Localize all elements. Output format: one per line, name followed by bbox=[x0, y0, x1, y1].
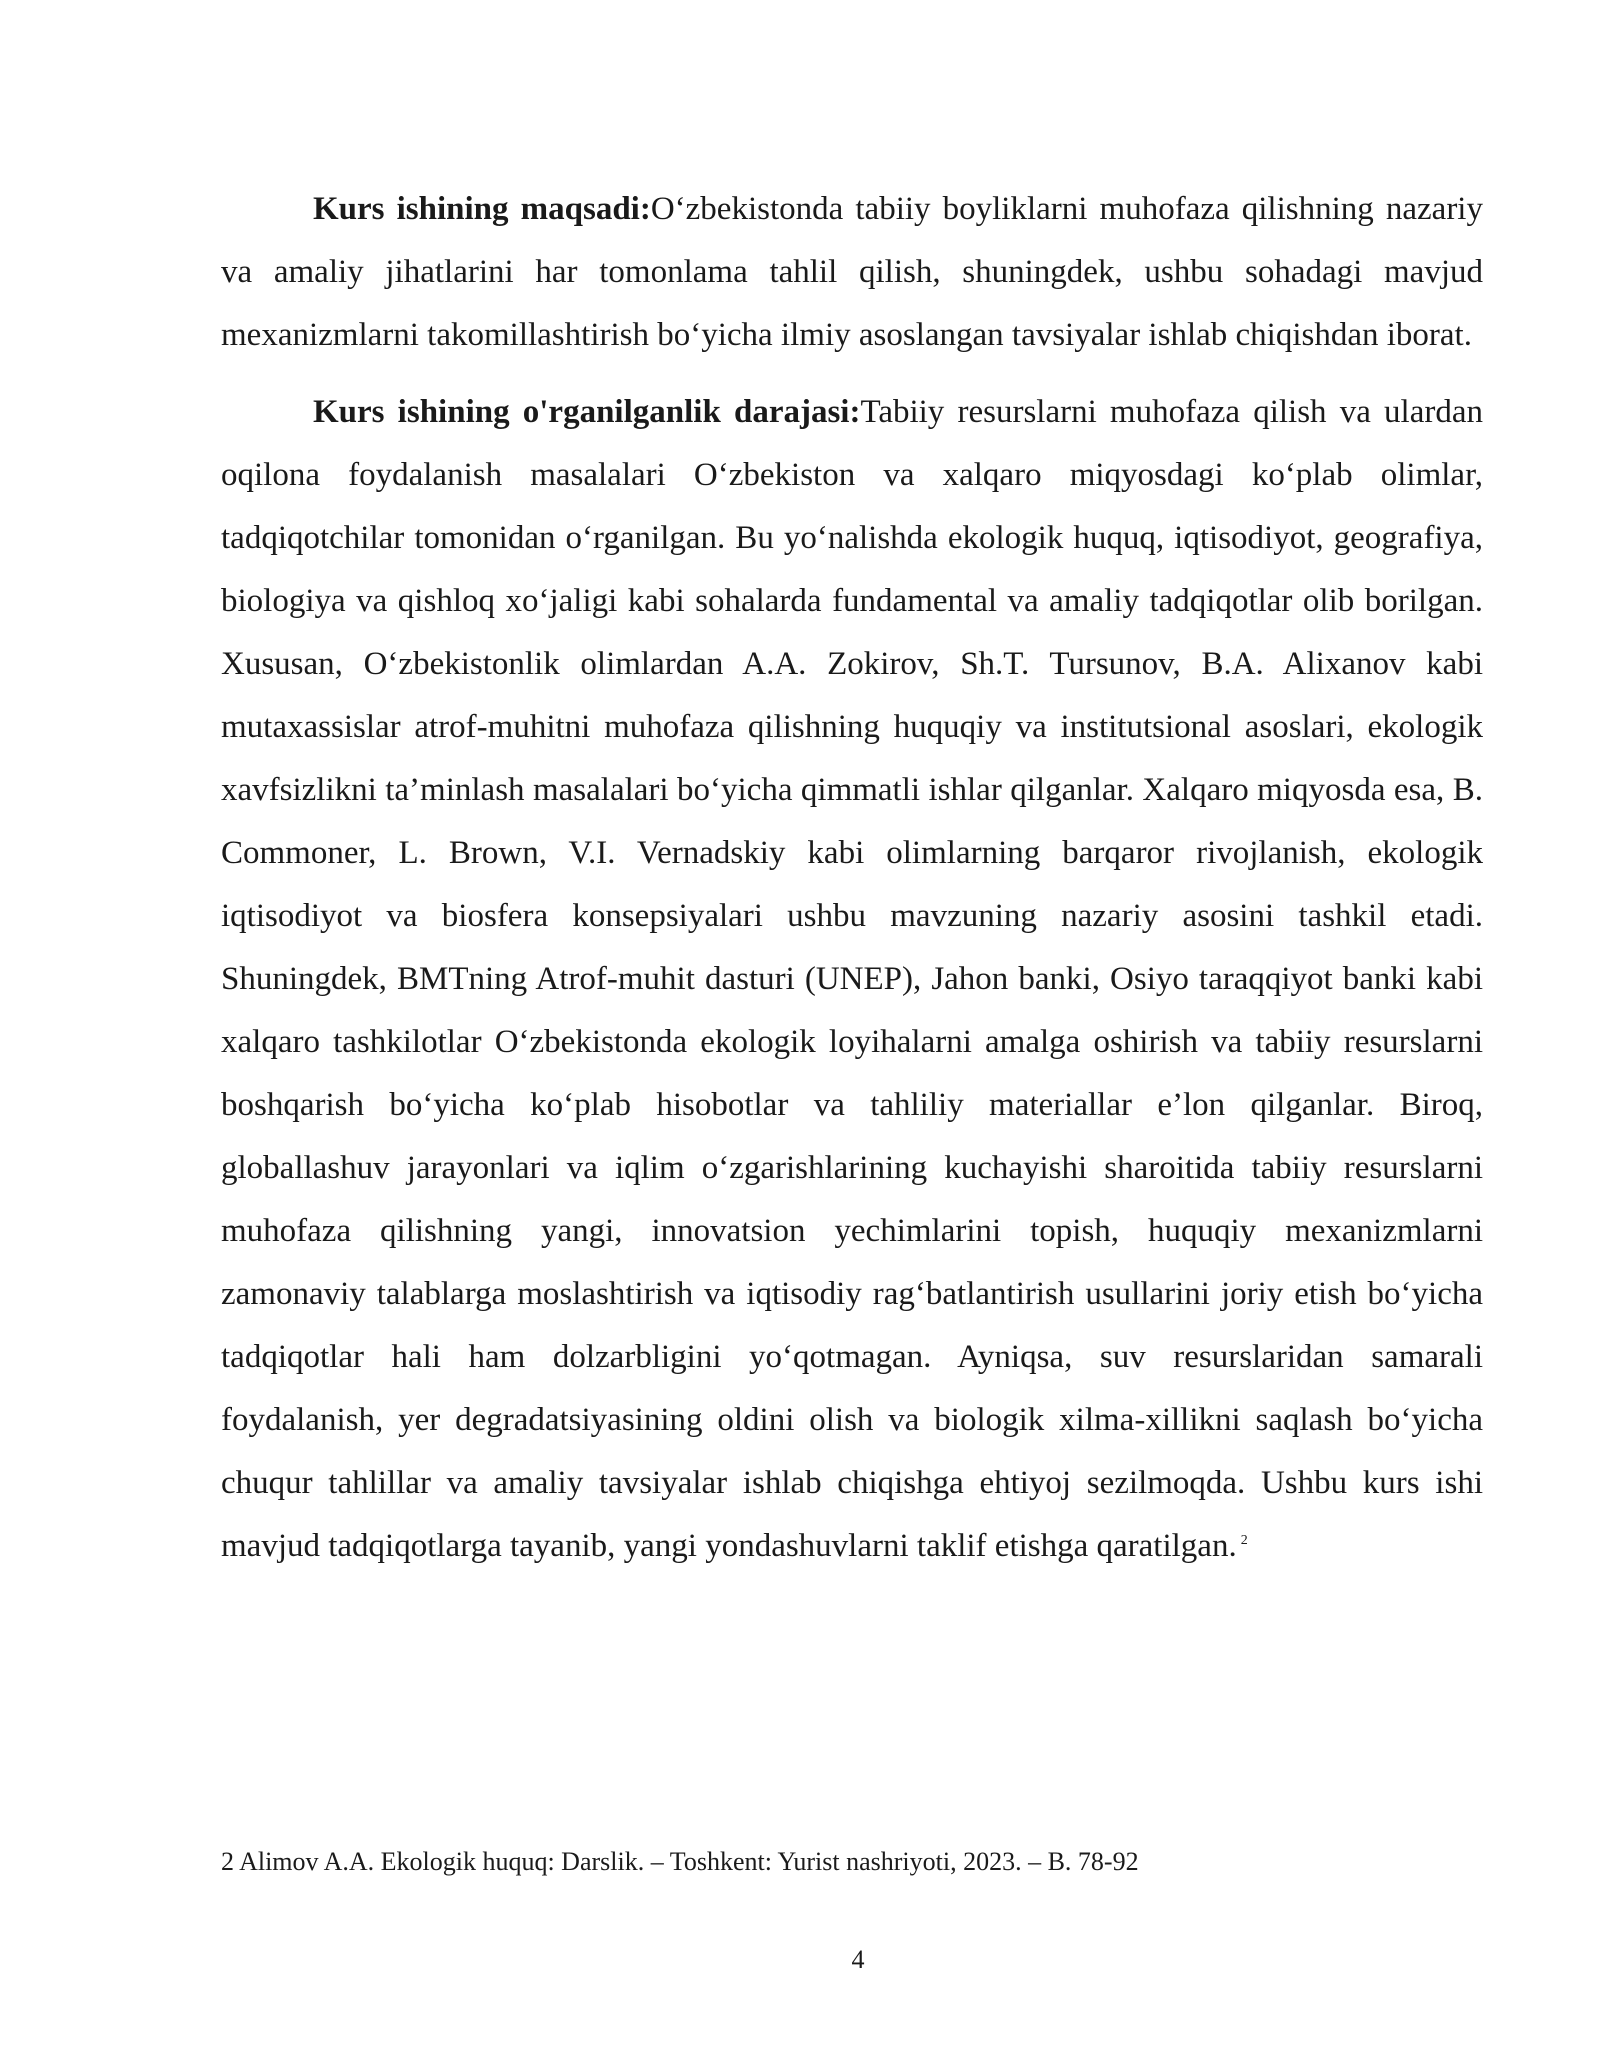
paragraph-study-level bbox=[221, 381, 1483, 1578]
paragraph-text: O‘zbekistonda tabiiy boyliklarni muhofaza qilishning nazariy va amaliy jihatlarini har tomonlama tahlil qilish, shuningdek, ushbu sohadagi mavjud mexanizmlarni takomillashtirish bo‘yicha ilmiy asoslangan tavsiyalar ishlab chiqishdan iborat. bbox=[221, 191, 1483, 353]
body-text bbox=[221, 178, 1483, 1578]
paragraph-lead: Kurs ishining o'rganilganlik darajasi: bbox=[313, 394, 861, 430]
paragraph-goal bbox=[221, 178, 1483, 367]
footnote-reference[interactable]: 2 bbox=[1240, 1533, 1248, 1548]
paragraph-lead: Kurs ishining maqsadi: bbox=[313, 191, 651, 227]
footnote: 2 Alimov A.A. Ekologik huquq: Darslik. – Toshkent: Yurist nashriyoti, 2023. – B. 78-92 bbox=[221, 1847, 1139, 1876]
page-number: 4 bbox=[851, 1945, 865, 1974]
paragraph-text: Tabiiy resurslarni muhofaza qilish va ulardan oqilona foydalanish masalalari O‘zbekiston va xalqaro miqyosdagi ko‘plab olimlar, tadqiqotchilar tomonidan o‘rganilgan. Bu yo‘nalishda ekologik huquq, iqtisodiyot, geografiya, biologiya va qishloq xo‘jaligi kabi sohalarda fundamental va amaliy tadqiqotlar olib borilgan. Xususan, O‘zbekistonlik olimlardan A.A. Zokirov, Sh.T. Tursunov, B.A. Alixanov kabi mutaxassislar atrof-muhitni muhofaza qilishning huquqiy va institutsional asoslari, ekologik xavfsizlikni ta’minlash masalalari bo‘yicha qimmatli ishlar qilganlar. Xalqaro miqyosda esa, B. Commoner, L. Brown, V.I. Vernadskiy kabi olimlarning barqaror rivojlanish, ekologik iqtisodiyot va biosfera konsepsiyalari ushbu mavzuning nazariy asosini tashkil etadi. Shuningdek, BMTning Atrof-muhit dasturi (UNEP), Jahon banki, Osiyo taraqqiyot banki kabi xalqaro tashkilotlar O‘zbekistonda ekologik loyihalarni amalga oshirish va tabiiy resurslarni boshqarish bo‘yicha ko‘plab hisobotlar va tahliliy materiallar e’lon qilganlar. Biroq, globallashuv jarayonlari va iqlim o‘zgarishlarining kuchayishi sharoitida tabiiy resurslarni muhofaza qilishning yangi, innovatsion yechimlarini topish, huquqiy mexanizmlarni zamonaviy talablarga moslashtirish va iqtisodiy rag‘batlantirish usullarini joriy etish bo‘yicha tadqiqotlar hali ham dolzarbligini yo‘qotmagan. Ayniqsa, suv resurslaridan samarali foydalanish, yer degradatsiyasining oldini olish va biologik xilma-xillikni saqlash bo‘yicha chuqur tahlillar va amaliy tavsiyalar ishlab chiqishga ehtiyoj sezilmoqda. Ushbu kurs ishi mavjud tadqiqotlarga tayanib, yangi yondashuvlarni taklif etishga qaratilgan. bbox=[221, 394, 1483, 1564]
